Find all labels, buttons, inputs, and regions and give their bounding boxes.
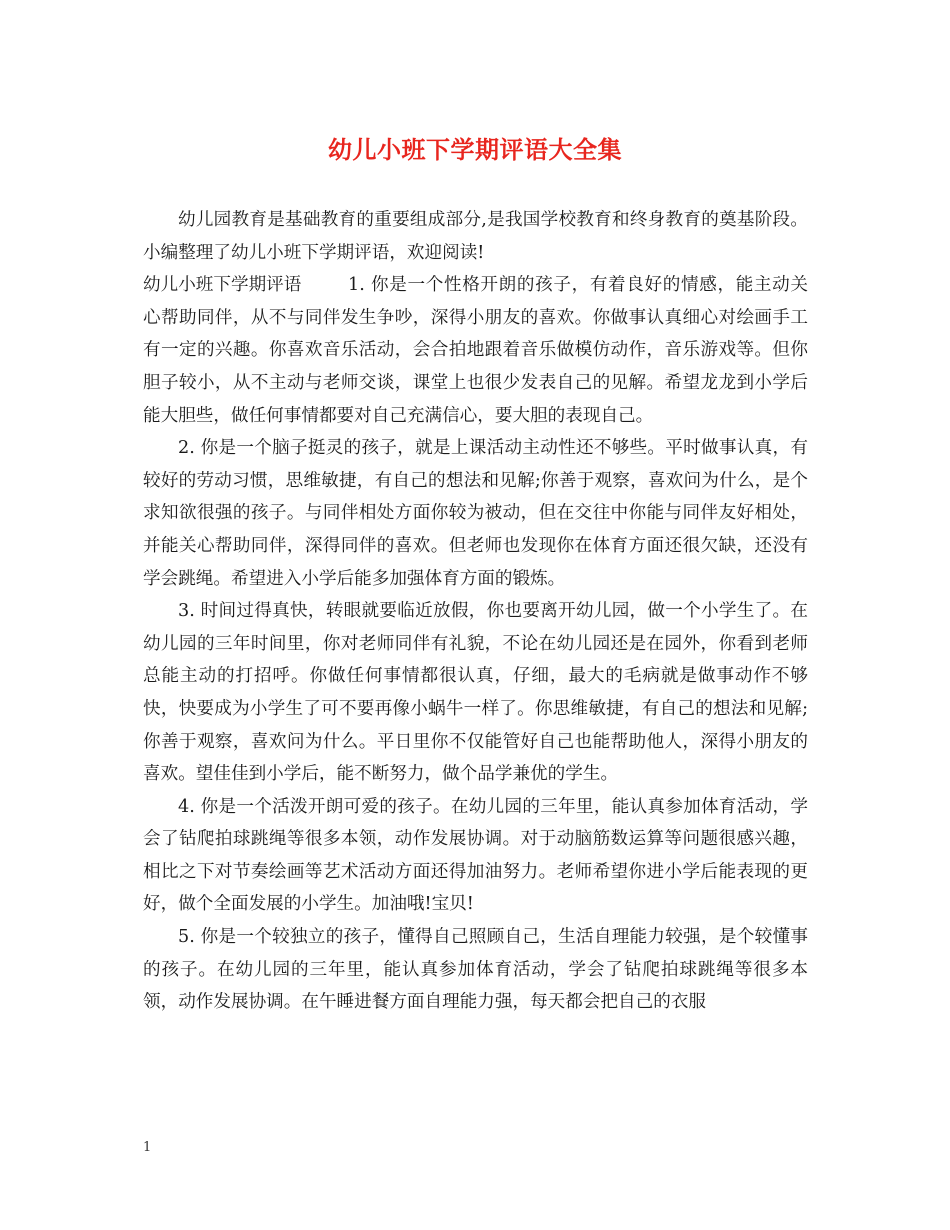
item-1-paragraph — [143, 269, 808, 432]
item-3-paragraph: 3. 时间过得真快，转眼就要临近放假，你也要离开幼儿园，做一个小学生了。在幼儿园的三年时间里，你对老师同伴有礼貌，不论在幼儿园还是在园外，你看到老师总能主动的打招呼。你做任何事情都很认真，仔细，最大的毛病就是做事动作不够快，快要成为小学生了可不要再像小蜗牛一样了。你思维敏捷，有自己的想法和见解;你善于观察，喜欢问为什么。平日里你不仅能管好自己也能帮助他人，深得小朋友的喜欢。望佳佳到小学后，能不断努力，做个品学兼优的学生。 — [143, 601, 808, 785]
intro-paragraph: 幼儿园教育是基础教育的重要组成部分,是我国学校教育和终身教育的奠基阶段。小编整理了幼儿小班下学期评语，欢迎阅读! — [143, 210, 808, 263]
item-5-paragraph: 5. 你是一个较独立的孩子，懂得自己照顾自己，生活自理能力较强，是个较懂事的孩子。在幼儿园的三年里，能认真参加体育活动，学会了钻爬拍球跳绳等很多本领，动作发展协调。在午睡进餐方面自理能力强，每天都会把自己的衣服 — [143, 927, 808, 1013]
document-body — [143, 204, 808, 1019]
item-1-text: 1. 你是一个性格开朗的孩子，有着良好的情感，能主动关心帮助同伴，从不与同伴发生争吵，深得小朋友的喜欢。你做事认真细心对绘画手工有一定的兴趣。你喜欢音乐活动，会合拍地跟着音乐做模仿动作，音乐游戏等。但你胆子较小，从不主动与老师交谈，课堂上也很少发表自己的见解。希望龙龙到小学后能大胆些，做任何事情都要对自己充满信心，要大胆的表现自己。 — [143, 275, 808, 426]
page-number: 1 — [143, 1140, 152, 1155]
section-label: 幼儿小班下学期评语 — [143, 275, 302, 296]
item-2-paragraph: 2. 你是一个脑子挺灵的孩子，就是上课活动主动性还不够些。平时做事认真，有较好的劳动习惯，思维敏捷，有自己的想法和见解;你善于观察，喜欢问为什么，是个求知欲很强的孩子。与同伴相处方面你较为被动，但在交往中你能与同伴友好相处，并能关心帮助同伴，深得同伴的喜欢。但老师也发现你在体育方面还很欠缺，还没有学会跳绳。希望进入小学后能多加强体育方面的锻炼。 — [143, 438, 808, 589]
document-title: 幼儿小班下学期评语大全集 — [328, 135, 622, 164]
item-4-paragraph: 4. 你是一个活泼开朗可爱的孩子。在幼儿园的三年里，能认真参加体育活动，学会了钻爬拍球跳绳等很多本领，动作发展协调。对于动脑筋数运算等问题很感兴趣，相比之下对节奏绘画等艺术活动方面还得加油努力。老师希望你进小学后能表现的更好，做个全面发展的小学生。加油哦!宝贝! — [143, 796, 808, 915]
